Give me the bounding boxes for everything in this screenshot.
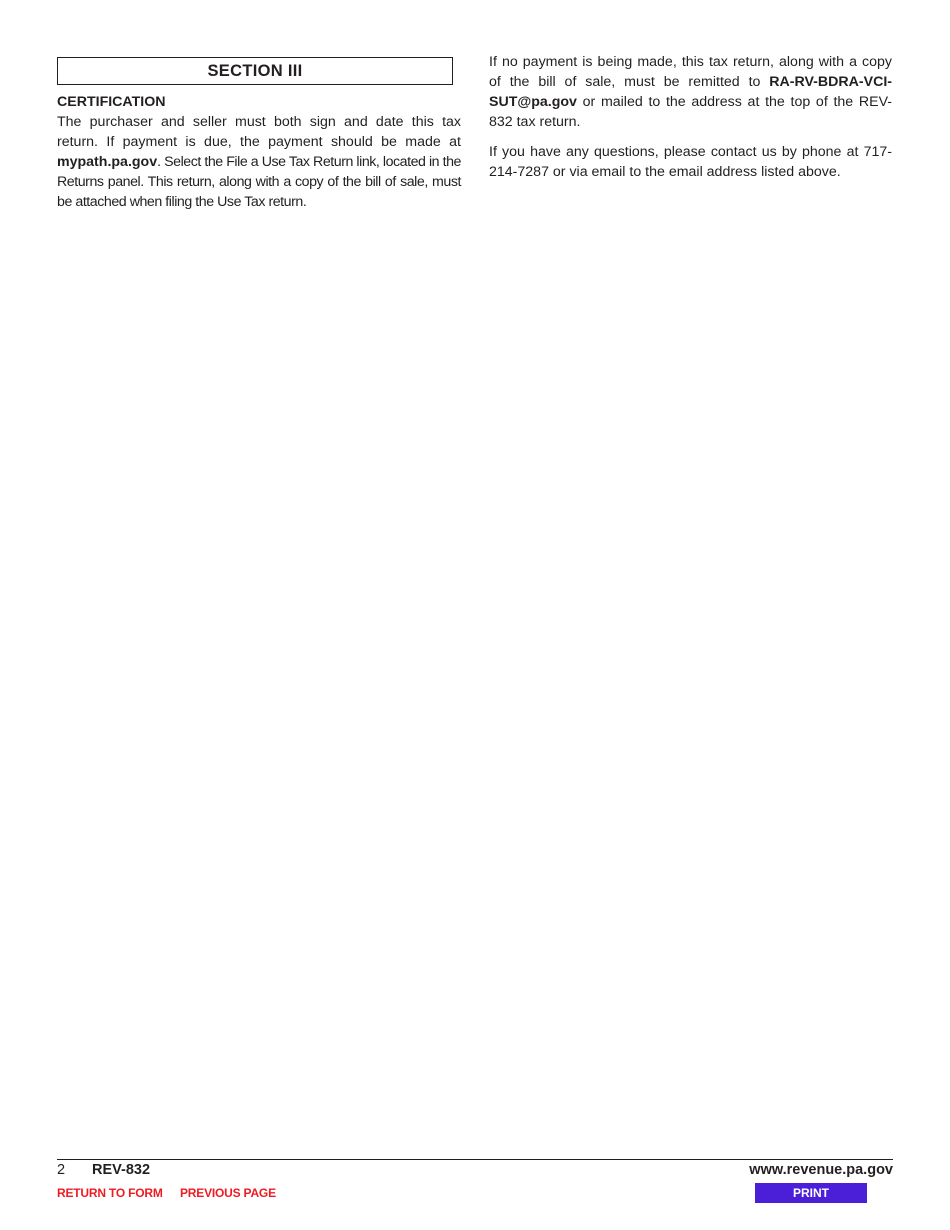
certification-paragraph bbox=[57, 112, 461, 212]
no-payment-text-1: If no payment is being made, this tax return, along with a copy of the bill of sale, must be remitted to bbox=[489, 54, 892, 90]
print-button[interactable]: PRINT bbox=[755, 1183, 867, 1203]
form-code: REV-832 bbox=[92, 1162, 151, 1178]
contact-paragraph: If you have any questions, please contact us by phone at 717-214-7287 or via email to the email address listed above. bbox=[489, 144, 892, 180]
website-url: www.revenue.pa.gov bbox=[749, 1162, 893, 1178]
footer-divider bbox=[57, 1159, 893, 1160]
previous-page-link[interactable]: PREVIOUS PAGE bbox=[180, 1186, 276, 1200]
section-title: SECTION III bbox=[57, 57, 453, 85]
right-column bbox=[489, 52, 892, 182]
left-column bbox=[57, 52, 461, 212]
certification-heading: CERTIFICATION bbox=[57, 94, 166, 110]
return-to-form-link[interactable]: RETURN TO FORM bbox=[57, 1186, 163, 1200]
certification-text-1: The purchaser and seller must both sign and date this tax return. If payment is due, the payment should be made at bbox=[57, 114, 461, 150]
no-payment-text-2: or mailed to the address at the top of the REV-832 tax return. bbox=[489, 94, 892, 130]
email-address: RA-RV-BDRA-VCI-SUT@pa.gov bbox=[489, 74, 892, 110]
page-number: 2 bbox=[57, 1162, 66, 1178]
no-payment-paragraph bbox=[489, 52, 892, 132]
certification-text-2: . Select the File a Use Tax Return link, located in the Returns panel. This return, along with a copy of the bill of sale, must be attached when filing the Use Tax return. bbox=[57, 154, 461, 210]
mypath-link: mypath.pa.gov bbox=[57, 154, 158, 170]
